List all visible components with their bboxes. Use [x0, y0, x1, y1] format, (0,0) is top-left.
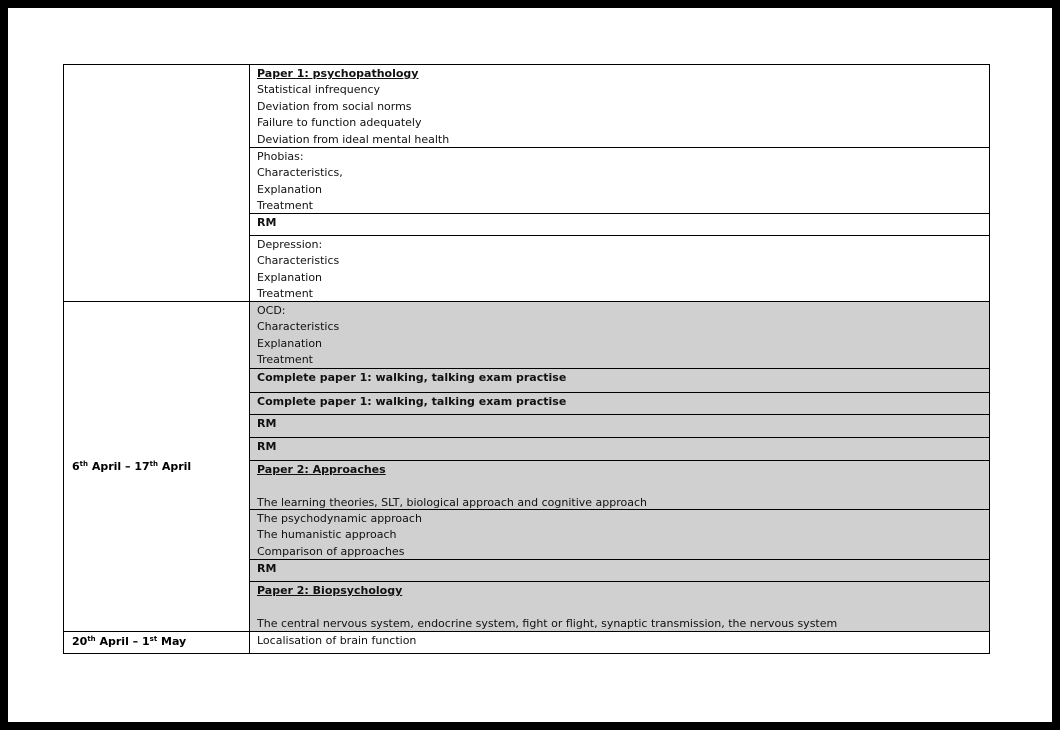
rm-label: RM: [257, 216, 277, 229]
topic-cell: [250, 302, 989, 368]
topic-cell: [250, 581, 989, 631]
topic-line: The learning theories, SLT, biological approach and cognitive approach: [257, 495, 647, 509]
topic-cell: [250, 368, 989, 392]
table-row: [64, 301, 989, 631]
topic-line: Explanation: [257, 182, 323, 196]
topic-line: Phobias:: [257, 150, 304, 163]
topic-line: Treatment: [257, 199, 313, 213]
section-heading: Paper 2: Biopsychology: [257, 584, 403, 597]
rm-label: RM: [257, 562, 277, 575]
topic-cell: [250, 460, 989, 509]
topic-line: Explanation: [257, 270, 323, 284]
topic-cell: [250, 147, 989, 213]
table-row: [64, 65, 989, 301]
topic-line: Failure to function adequately: [257, 116, 422, 130]
topics-column: [250, 302, 989, 631]
document-page: [8, 8, 1052, 722]
topic-line: Deviation from ideal mental health: [257, 132, 450, 146]
date-cell: [64, 632, 250, 653]
topic-line: Comparison of approaches: [257, 544, 405, 558]
topic-line: The central nervous system, endocrine system, fight or flight, synaptic transmission, the nervous system: [257, 616, 838, 630]
exam-practise-label: Complete paper 1: walking, talking exam practise: [257, 395, 567, 408]
topic-line: The psychodynamic approach: [257, 512, 422, 525]
topic-cell: [250, 414, 989, 437]
topic-line: Treatment: [257, 353, 313, 367]
topic-cell: [250, 437, 989, 460]
topic-cell: [250, 392, 989, 414]
topic-line: Localisation of brain function: [257, 634, 417, 647]
topic-cell: [250, 235, 989, 301]
rm-label: RM: [257, 440, 277, 453]
section-heading: Paper 2: Approaches: [257, 463, 386, 476]
section-heading: Paper 1: psychopathology: [257, 67, 419, 80]
topic-cell: [250, 632, 989, 653]
topic-line: Depression:: [257, 238, 323, 251]
topic-line: The humanistic approach: [257, 528, 397, 542]
topic-line: Explanation: [257, 336, 323, 350]
date-range-label: 20th April – 1st May: [72, 635, 187, 648]
date-cell-empty: [64, 65, 250, 301]
exam-practise-label: Complete paper 1: walking, talking exam practise: [257, 371, 567, 384]
topic-line: Characteristics: [257, 254, 340, 268]
topic-cell: [250, 509, 989, 559]
rm-label: RM: [257, 417, 277, 430]
topic-line: Deviation from social norms: [257, 99, 412, 113]
topic-line: OCD:: [257, 304, 286, 317]
blank-line: [257, 599, 982, 615]
table-row: [64, 631, 989, 653]
blank-line: [257, 478, 982, 494]
topic-cell: [250, 213, 989, 235]
topics-column: [250, 65, 989, 301]
topic-line: Statistical infrequency: [257, 83, 381, 97]
topic-line: Treatment: [257, 287, 313, 301]
date-range-label: 6th April – 17th April: [72, 460, 192, 473]
date-cell: [64, 302, 250, 631]
topics-column: [250, 632, 989, 653]
topic-cell: [250, 65, 989, 147]
revision-schedule-table: [63, 64, 990, 654]
topic-line: Characteristics,: [257, 166, 343, 180]
topic-cell: [250, 559, 989, 581]
topic-line: Characteristics: [257, 320, 340, 334]
